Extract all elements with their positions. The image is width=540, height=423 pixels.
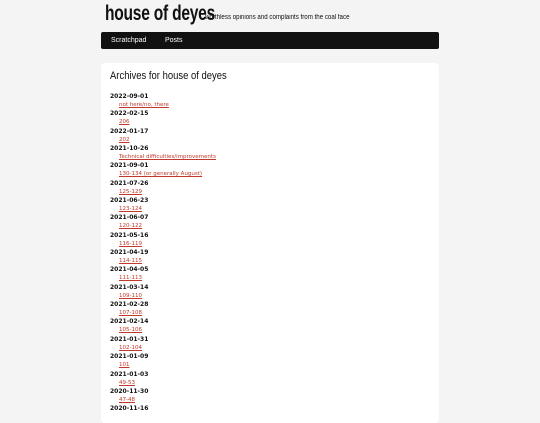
entry-link[interactable]: 206 [119,119,130,126]
entry-link[interactable]: 105-106 [119,327,142,334]
entry-date: 2022-09-01 [110,93,149,100]
archive-entry [110,180,216,197]
archive-entry [110,197,216,214]
entry-date: 2021-04-19 [110,249,149,257]
entry-link[interactable]: 107-108 [119,310,142,317]
archive-entry [110,214,216,231]
archive-entry [110,266,216,283]
archive-entry [110,232,216,249]
entry-link[interactable]: 109-110 [119,292,142,299]
page-title: Archives for house of deyes [110,70,227,82]
entry-date: 2021-02-14 [110,318,149,326]
entry-link[interactable]: 120-122 [119,223,142,230]
archive-entry [110,249,216,266]
entry-link[interactable]: 202 [119,136,130,143]
archive-entry [110,93,216,110]
entry-link[interactable]: not here/no, there [119,102,169,108]
archive-card [101,63,439,423]
entry-date: 2021-01-03 [110,370,149,378]
entry-date: 2021-06-23 [110,197,149,205]
entry-link[interactable]: 111-113 [119,275,142,282]
entry-date: 2022-02-15 [110,110,149,118]
entry-link[interactable]: 123-124 [119,206,142,213]
archive-entry [110,318,216,335]
site-header [105,2,540,30]
archive-entry [110,336,216,353]
entry-link[interactable]: 49-53 [119,379,135,386]
entry-link[interactable]: 116-119 [119,240,142,247]
entry-date: 2021-02-28 [110,301,149,309]
archive-entry [110,353,216,370]
entry-date: 2021-07-26 [110,179,149,187]
entry-link[interactable]: 114-115 [119,258,142,265]
main-nav [101,32,439,49]
entry-date: 2021-01-31 [110,335,149,343]
entry-date: 2022-01-17 [110,127,149,135]
entry-date: 2021-03-14 [110,283,149,291]
entry-date: 2021-06-07 [110,214,149,222]
archive-entry [110,301,216,318]
nav-item-scratchpad[interactable]: Scratchpad [111,37,147,44]
archive-entry [110,388,216,405]
archive-list [110,93,216,423]
archive-entry [110,162,216,179]
archive-entry [110,128,216,145]
archive-entry [110,371,216,388]
archive-entry [110,145,216,162]
entry-date: 2021-10-26 [110,145,149,153]
entry-date: 2020-11-16 [110,405,149,413]
entry-date: 2021-01-09 [110,353,149,361]
nav-item-posts[interactable]: Posts [165,37,183,44]
entry-link[interactable]: 125-129 [119,188,142,195]
entry-link[interactable]: 102-104 [119,344,142,351]
entry-date: 2021-09-01 [110,162,149,170]
site-tagline: worthless opinions and complaints from the coal face [205,14,350,21]
entry-link[interactable]: 101 [119,362,130,369]
entry-date: 2021-04-05 [110,266,149,274]
entry-link[interactable]: 130-134 (or generally August) [119,171,203,178]
entry-date: 2021-05-16 [110,231,149,239]
entry-link[interactable]: 47-48 [119,396,135,403]
archive-entry [110,284,216,301]
archive-entry [110,405,216,422]
entry-date: 2020-11-30 [110,387,149,395]
entry-link[interactable]: Technical difficulties/improvements [119,154,216,161]
site-title[interactable]: house of deyes [105,2,216,25]
archive-entry [110,110,216,127]
